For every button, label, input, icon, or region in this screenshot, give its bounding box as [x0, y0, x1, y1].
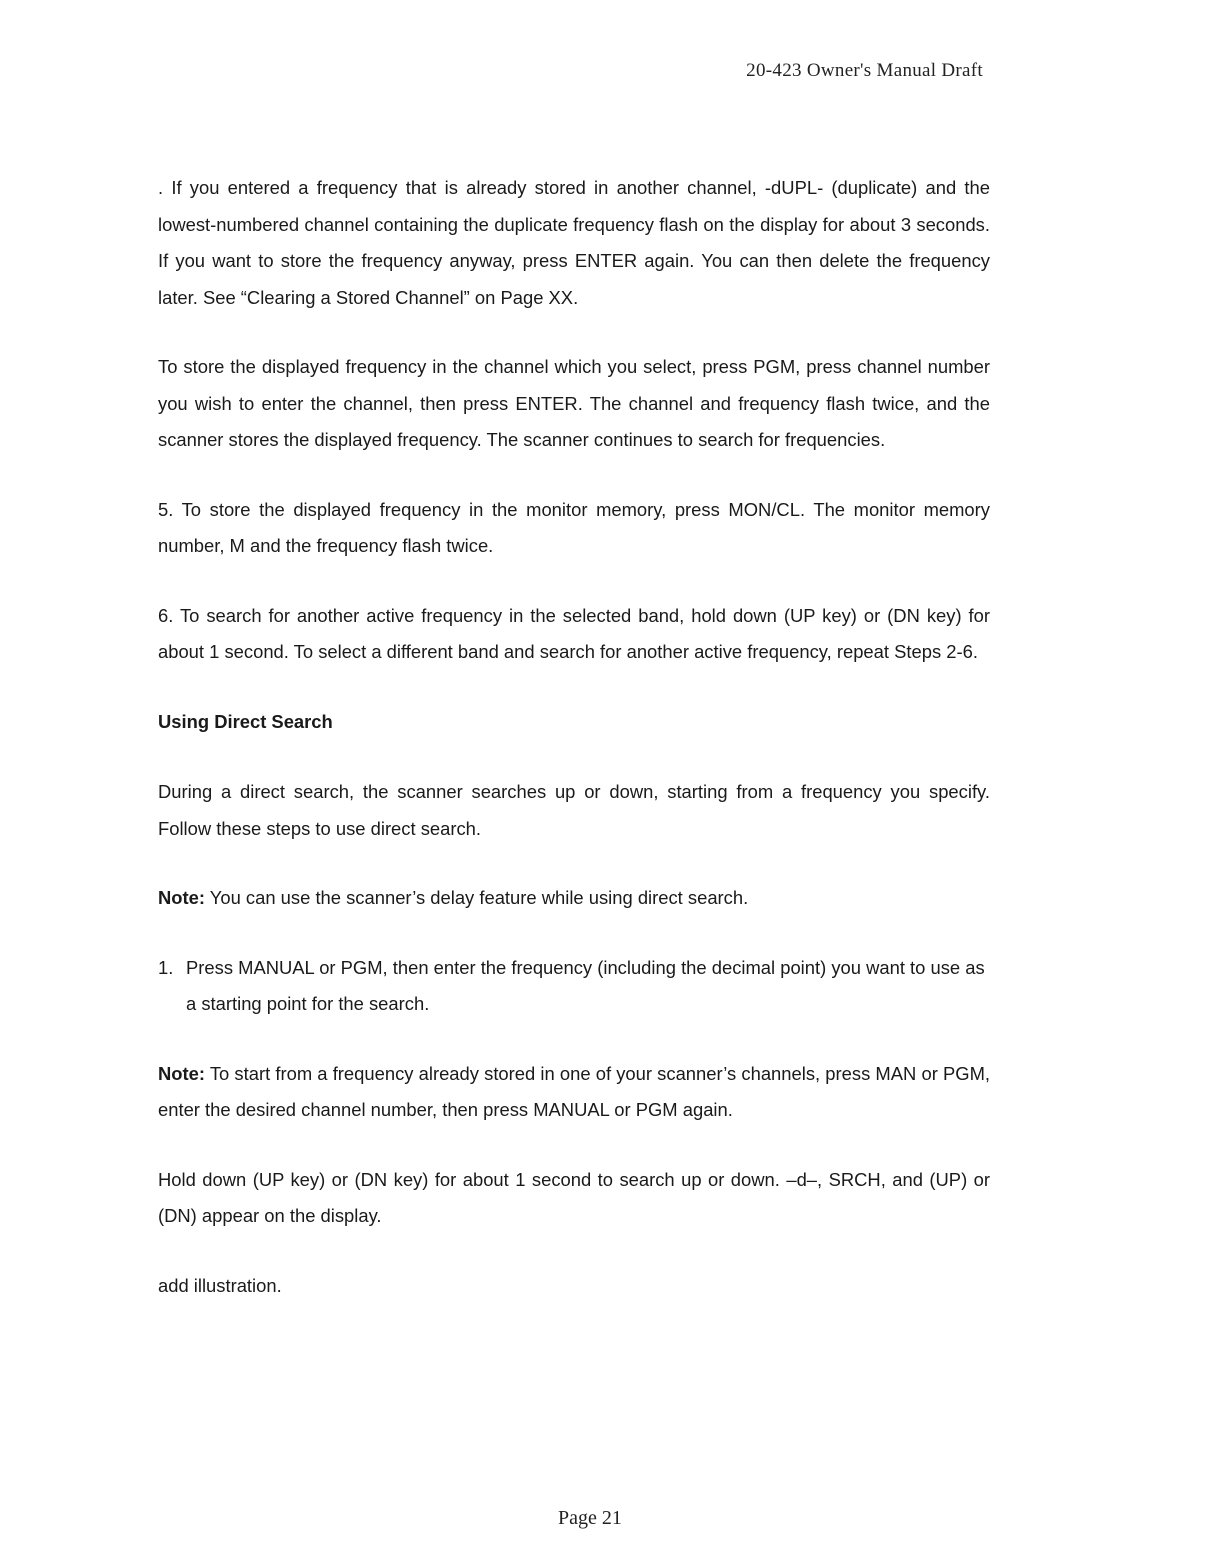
note-start-from-stored: [158, 1056, 990, 1129]
page-header: 20-423 Owner's Manual Draft: [746, 60, 983, 81]
paragraph-store-channel: To store the displayed frequency in the channel which you select, press PGM, press channel number you wish to enter the channel, then press ENTER. The channel and frequency flash twice, and the scanner stores the displayed frequency. The scanner continues to search for frequencies.: [158, 356, 990, 450]
note-label: Note:: [158, 887, 205, 908]
section-heading: Using Direct Search: [158, 710, 333, 732]
paragraph-hold-down: Hold down (UP key) or (DN key) for about 1 second to search up or down. –d–, SRCH, and (UP) or (DN) appear on the display.: [158, 1168, 990, 1226]
step-1: [158, 950, 990, 1023]
step-text: Press MANUAL or PGM, then enter the frequency (including the decimal point) you want to use as a starting point for the search.: [186, 956, 985, 1014]
paragraph-step-6: 6. To search for another active frequency in the selected band, hold down (UP key) or (DN key) for about 1 second. To select a different band and search for another active frequency, repeat Steps 2-6.: [158, 604, 990, 662]
paragraph-add-illustration: add illustration.: [158, 1274, 282, 1296]
note-delay-feature: [158, 880, 990, 917]
page-number: Page 21: [558, 1507, 622, 1529]
paragraph-direct-search-intro: During a direct search, the scanner searches up or down, starting from a frequency you specify. Follow these steps to use direct search.: [158, 781, 990, 839]
note-text: To start from a frequency already stored in one of your scanner’s channels, press MAN or PGM, enter the desired channel number, then press MANUAL or PGM again.: [158, 1062, 990, 1120]
paragraph-step-5: 5. To store the displayed frequency in the monitor memory, press MON/CL. The monitor memory number, M and the frequency flash twice.: [158, 498, 990, 556]
note-label: Note:: [158, 1062, 205, 1084]
paragraph-duplicate-frequency: . If you entered a frequency that is already stored in another channel, -dUPL- (duplicate) and the lowest-numbered channel containing the duplicate frequency flash on the display for about 3 seconds. If you want to store the frequency anyway, press ENTER again. You can then delete the frequency later. See “Clearing a Stored Channel” on Page XX.: [158, 177, 990, 308]
step-number: 1.: [158, 956, 174, 978]
note-text: You can use the scanner’s delay feature while using direct search.: [205, 887, 749, 908]
page-body: [158, 170, 990, 1304]
